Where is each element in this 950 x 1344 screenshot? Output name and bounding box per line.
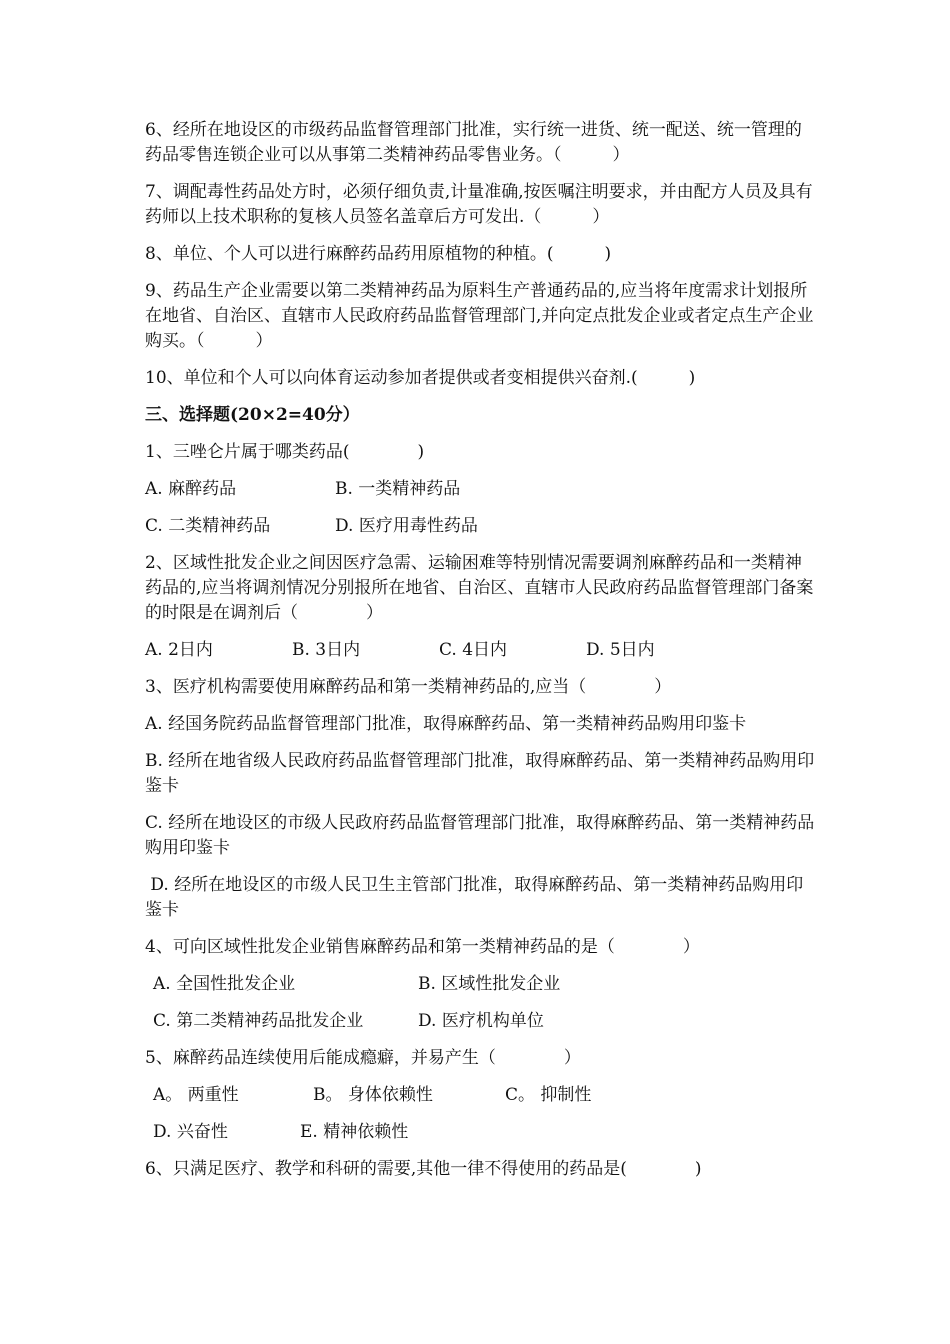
option-c: C。 抑制性 — [505, 1085, 592, 1105]
question-3-option-a: A. 经国务院药品监督管理部门批准，取得麻醉药品、第一类精神药品购用印鉴卡 — [145, 714, 747, 734]
question-3-option-b: B. 经所在地省级人民政府药品监督管理部门批准，取得麻醉药品、第一类精神药品购用印鉴卡 — [145, 751, 815, 796]
question-5-stem: 5、麻醉药品连续使用后能成瘾癖，并易产生（ ） — [145, 1048, 581, 1068]
option-d: D. 5日内 — [586, 640, 655, 660]
option-b: B. 一类精神药品 — [335, 479, 461, 499]
question-2-options-row — [145, 638, 815, 663]
judgement-item-6: 6、经所在地设区的市级药品监督管理部门批准，实行统一进货、统一配送、统一管理的药品零售连锁企业可以从事第二类精神药品零售业务。（ ） — [145, 120, 802, 165]
question-2-stem: 2、区域性批发企业之间因医疗急需、运输困难等特别情况需要调剂麻醉药品和一类精神药品的,应当将调剂情况分别报所在地省、自治区、直辖市人民政府药品监督管理部门备案的时限是在调剂后（ ） — [145, 553, 814, 623]
question-6-stem: 6、只满足医疗、教学和科研的需要,其他一律不得使用的药品是( ) — [145, 1159, 702, 1179]
option-d: D. 医疗机构单位 — [418, 1011, 544, 1031]
option-c: C. 二类精神药品 — [145, 516, 271, 536]
question-3-stem: 3、医疗机构需要使用麻醉药品和第一类精神药品的,应当（ ） — [145, 677, 672, 697]
question-5-options-row-1 — [145, 1083, 815, 1108]
option-a: A. 2日内 — [145, 640, 213, 660]
option-b: B. 区域性批发企业 — [418, 974, 561, 994]
option-c: C. 第二类精神药品批发企业 — [153, 1011, 364, 1031]
option-c: C. 4日内 — [439, 640, 508, 660]
question-4-options-row-2 — [145, 1009, 815, 1034]
question-5-options-row-2 — [145, 1120, 815, 1145]
option-a: A. 全国性批发企业 — [153, 974, 296, 994]
option-a: A。 两重性 — [153, 1085, 239, 1105]
judgement-item-9: 9、药品生产企业需要以第二类精神药品为原料生产普通药品的,应当将年度需求计划报所在地省、自治区、直辖市人民政府药品监督管理部门,并向定点批发企业或者定点生产企业购买。（ ） — [145, 281, 814, 351]
section-title: 三、选择题(20×2=40分） — [145, 405, 360, 425]
option-e: E. 精神依赖性 — [300, 1122, 409, 1142]
judgement-item-10: 10、单位和个人可以向体育运动参加者提供或者变相提供兴奋剂.( ) — [145, 368, 696, 388]
question-1-options-row-1 — [145, 477, 815, 502]
question-3-option-c: C. 经所在地设区的市级人民政府药品监督管理部门批准，取得麻醉药品、第一类精神药品购用印鉴卡 — [145, 813, 815, 858]
option-d: D. 兴奋性 — [153, 1122, 228, 1142]
question-3-option-d: D. 经所在地设区的市级人民卫生主管部门批准，取得麻醉药品、第一类精神药品购用印鉴卡 — [145, 875, 804, 920]
question-1-options-row-2 — [145, 514, 815, 539]
option-a: A. 麻醉药品 — [145, 479, 237, 499]
option-b: B. 3日内 — [292, 640, 361, 660]
question-1-stem: 1、三唑仑片属于哪类药品( ) — [145, 442, 425, 462]
exam-content — [145, 118, 815, 1194]
option-d: D. 医疗用毒性药品 — [335, 516, 478, 536]
question-4-options-row-1 — [145, 972, 815, 997]
question-4-stem: 4、可向区域性批发企业销售麻醉药品和第一类精神药品的是（ ） — [145, 937, 700, 957]
option-b: B。 身体依赖性 — [313, 1085, 433, 1105]
judgement-item-8: 8、单位、个人可以进行麻醉药品药用原植物的种植。( ) — [145, 244, 612, 264]
judgement-item-7: 7、调配毒性药品处方时，必须仔细负责,计量准确,按医嘱注明要求，并由配方人员及具有药师以上技术职称的复核人员签名盖章后方可发出.（ ） — [145, 182, 813, 227]
